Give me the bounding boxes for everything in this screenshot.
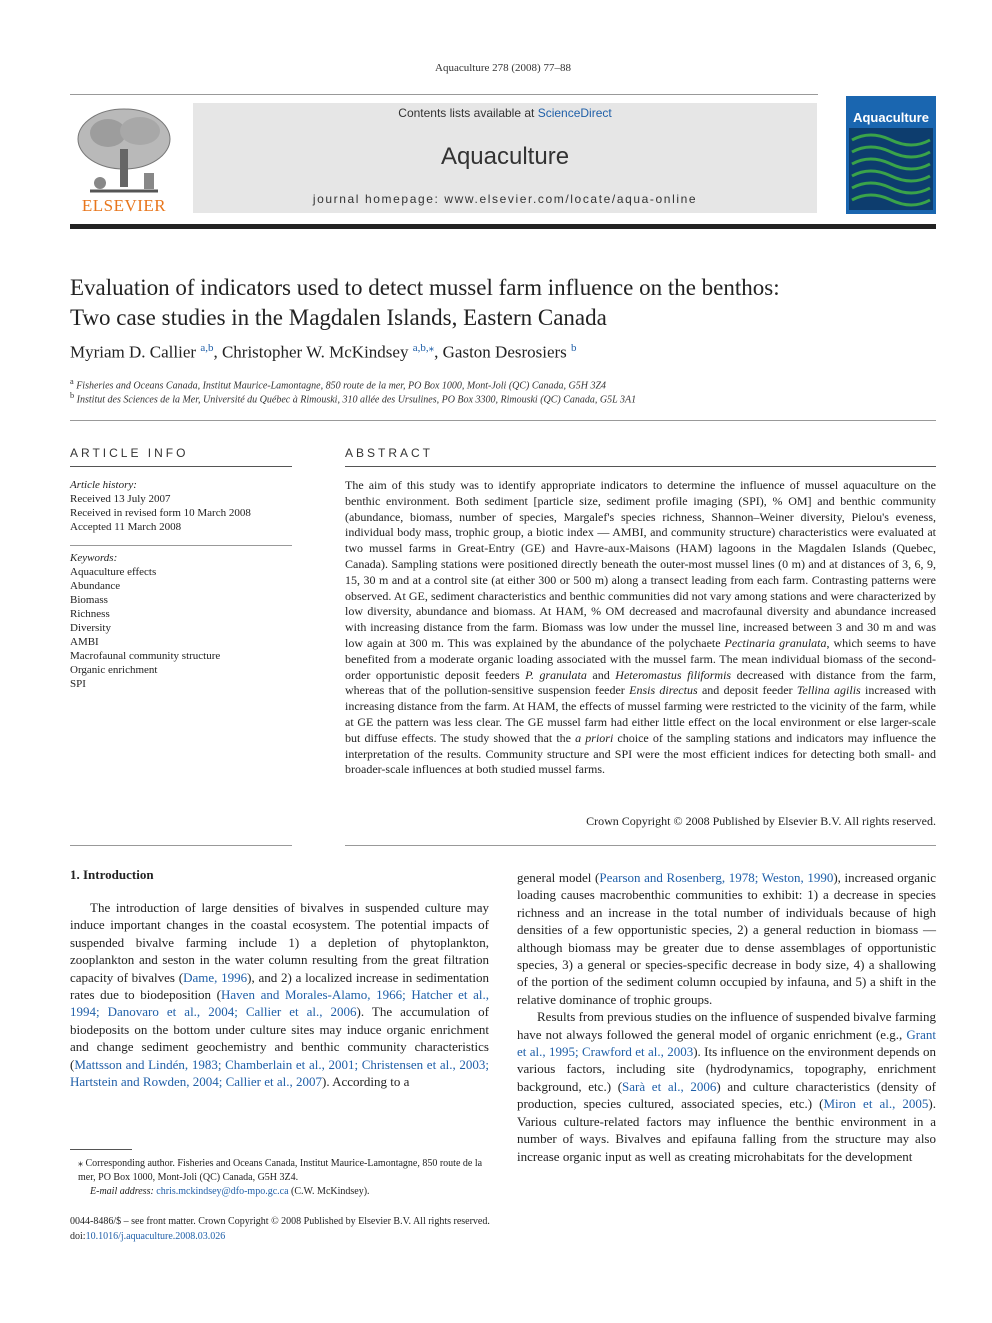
affiliation-mark: b bbox=[70, 391, 75, 400]
body-segment: ). Its influence on the environment depends on various factors, including site (hydrodynamics, topography, enrichment background, etc.) ( bbox=[517, 1044, 936, 1094]
author-separator: , bbox=[434, 342, 443, 362]
contents-prefix: Contents lists available at bbox=[398, 106, 538, 120]
body-column-left bbox=[70, 899, 489, 1119]
doi-label: doi: bbox=[70, 1231, 86, 1242]
abstract-segment: choice of the sampling stations and indicators may influence the interpretation of the results. Community structure and SPI were the most efficient indices for detecting both small- and broader-scale influences at both studied mussel farms. bbox=[345, 730, 936, 777]
keyword-item: Diversity bbox=[70, 622, 111, 634]
species-name: Heteromastus filiformis bbox=[615, 667, 732, 682]
section-divider bbox=[70, 420, 936, 421]
latin-term: a priori bbox=[575, 730, 614, 745]
keywords-label: Keywords: bbox=[70, 552, 118, 564]
reference-link[interactable]: Miron et al., 2005 bbox=[823, 1096, 929, 1112]
body-segment: The introduction of large densities of bivalves in suspended culture may induce important changes in the coastal ecosystem. The potential impacts of suspended bivalve farming include 1) a depletion of phytoplankton, zooplankton and seston in the water column resulting from the great filtration capacity of bivalves ( bbox=[70, 900, 489, 985]
affiliation bbox=[70, 377, 936, 391]
author-separator: , bbox=[213, 342, 222, 362]
species-name: Pectinaria granulata bbox=[724, 635, 827, 650]
abstract-segment: and bbox=[586, 667, 616, 682]
article-info-heading: ARTICLE INFO bbox=[70, 446, 189, 460]
author-name: Gaston Desrosiers bbox=[442, 342, 572, 362]
keyword-item: Biomass bbox=[70, 594, 108, 606]
cover-title: Aquaculture bbox=[853, 110, 929, 125]
author-name: Christopher W. McKindsey bbox=[221, 342, 413, 362]
article-info-rule bbox=[70, 466, 292, 467]
author-list bbox=[70, 341, 936, 363]
body-paragraph bbox=[70, 899, 489, 1090]
keyword-item: Richness bbox=[70, 608, 110, 620]
article-history bbox=[70, 478, 292, 534]
abstract-segment: , which seems to have benefited from a moderate organic loading associated with the mussel farm. The mean individual biomass of the second-order opportunistic deposit feeders bbox=[345, 635, 937, 682]
reference-link[interactable]: Dame, 1996 bbox=[183, 969, 248, 985]
abstract-bottom-rule bbox=[345, 845, 936, 846]
history-item: Received in revised form 10 March 2008 bbox=[70, 507, 251, 519]
reference-link[interactable]: Haven and Morales-Alamo, 1966; Hatcher et al., 1994; Danovaro et al., 2004; Callier et al., 2006 bbox=[70, 987, 490, 1020]
journal-homepage[interactable]: journal homepage: www.elsevier.com/locate/aqua-online bbox=[312, 192, 698, 206]
reference-link[interactable]: Grant et al., 1995; Crawford et al., 2003 bbox=[517, 1026, 936, 1060]
elsevier-wordmark: ELSEVIER bbox=[81, 196, 167, 215]
body-column-right bbox=[517, 869, 936, 1209]
abstract-segment: The aim of this study was to identify appropriate indicators to determine the influence of mussel aquaculture on the benthic environment. Both sediment [particle size, sediment profile imaging (SPI), % OM] and benthic community (abundance, biomass, number of species, Margalef's species richness, Shannon–Weiner diversity, Pielou's eveness, individual body mass, trophic group, a biotic index — AMBI, and community structure) characteristics were evaluated at two mussel farms in Great-Entry (GE) and Havre-aux-Maisons (HAM) lagoons in the Magdalen Islands (Quebec, Canada). Sampling stations were positioned directly beneath the outer-most mussel lines (0 m) and at distances of 3, 6, 9, 15, 30 m and at a control site (at either 300 or 500 m) along a transect leading from each farm. Contrasting patterns were observed. At GE, sediment characteristics and benthic communities did not vary among stations and were characterized by low diversity, abundance and biomass. At HAM, % OM decreased and macrofaunal diversity and abundance increased with increasing distance from the farm. Biomass was low under the mussel line, increased between 3 and 30 m and was low again at 300 m. This was explained by the abundance of the polychaete bbox=[345, 478, 936, 650]
body-segment: Results from previous studies on the influence of suspended bivalve farming have not always followed the general model of organic enrichment (e.g., bbox=[517, 1009, 936, 1042]
keyword-item: Aquaculture effects bbox=[70, 566, 157, 578]
journal-cover-image bbox=[846, 96, 936, 214]
body-segment: ). According to a bbox=[322, 1074, 410, 1090]
body-paragraph bbox=[517, 1008, 936, 1165]
email-label: E-mail address: bbox=[90, 1186, 157, 1197]
author-affil-mark[interactable]: b bbox=[571, 342, 577, 354]
journal-citation: Aquaculture 278 (2008) 77–88 bbox=[435, 62, 571, 74]
footnote-rule bbox=[70, 1149, 132, 1150]
affiliation bbox=[70, 391, 936, 405]
contents-line bbox=[193, 106, 817, 120]
email-suffix: (C.W. McKindsey). bbox=[288, 1186, 370, 1197]
species-name: P. granulata bbox=[525, 667, 587, 682]
affiliation-mark: a bbox=[70, 377, 74, 386]
abstract-copyright: Crown Copyright © 2008 Published by Elsevier B.V. All rights reserved. bbox=[586, 814, 936, 828]
keyword-item: AMBI bbox=[70, 636, 99, 648]
section-heading: 1. Introduction bbox=[70, 867, 154, 882]
keyword-item: SPI bbox=[70, 678, 86, 690]
header-top-rule bbox=[70, 94, 818, 95]
keywords-rule bbox=[70, 545, 292, 546]
article-title bbox=[70, 273, 936, 333]
abstract-segment: and deposit feeder bbox=[697, 683, 797, 698]
footnote-mark: ⁎ bbox=[78, 1158, 83, 1169]
issn-line: 0044-8486/$ – see front matter. Crown Copyright © 2008 Published by Elsevier B.V. All rights reserved. bbox=[70, 1216, 490, 1227]
affiliation-text: Institut des Sciences de la Mer, Université du Québec à Rimouski, 310 allée des Ursulines, PO Box 3300, Rimouski (QC) Canada, G5L 3A1 bbox=[74, 394, 637, 406]
sciencedirect-link[interactable]: ScienceDirect bbox=[537, 106, 612, 120]
body-segment: ), increased organic loading causes macrobenthic communities to exhibit: 1) a decrease in species richness and an increase in the total number of individuals because of high densities of a few opportunistic species, 2) a general reduction in biomass — although biomass may be greater due to dense assemblages of opportunistic species, 3) a general or species-specific decrease in body size, 4) a shallowing of the portion of the sediment column occupied by infauna, and 5) a shift in the relative dominance of trophic groups. bbox=[517, 870, 937, 1007]
body-segment: ). The accumulation of biodeposits on the bottom under culture sites may induce organic enrichment and change sediment geochemistry and benthic community characteristics ( bbox=[70, 1004, 489, 1072]
body-paragraph bbox=[517, 869, 936, 1008]
keyword-item: Macrofaunal community structure bbox=[70, 650, 221, 662]
body-segment: general model ( bbox=[517, 870, 600, 885]
keyword-item: Organic enrichment bbox=[70, 664, 158, 676]
title-line-1: Evaluation of indicators used to detect mussel farm influence on the benthos: bbox=[70, 275, 780, 300]
affiliation-text: Fisheries and Oceans Canada, Institut Maurice-Lamontagne, 850 route de la mer, PO Box 1000, Mont-Joli (QC) Canada, G5H 3Z4 bbox=[73, 380, 607, 392]
history-item: Received 13 July 2007 bbox=[70, 493, 171, 505]
author-affil-mark[interactable]: a,b,⁎ bbox=[412, 342, 435, 354]
body-segment: ). Various culture-related factors may influence the benthic environment in a number of ways. Bivalves and epifauna falling from the structure may also increase organic input as well as creating microhabitats for the development bbox=[517, 1096, 936, 1164]
keyword-item: Abundance bbox=[70, 580, 121, 592]
abstract-rule bbox=[345, 466, 936, 467]
journal-title: Aquaculture bbox=[440, 143, 570, 170]
reference-link[interactable]: Sarà et al., 2006 bbox=[622, 1078, 717, 1094]
issn-doi-block bbox=[70, 1214, 670, 1244]
abstract-segment: increased with increasing distance from the farm. At HAM, the effects of mussel farming were restricted to the vicinity of the farm, while at GE the pattern was less clear. The GE mussel farm had either little effect on the local environment or else larger-scale but diffuse effects. The study showed that the bbox=[345, 683, 936, 745]
doi-link[interactable]: 10.1016/j.aquaculture.2008.03.026 bbox=[85, 1231, 226, 1242]
species-name: Tellina agilis bbox=[796, 683, 861, 698]
title-line-2: Two case studies in the Magdalen Islands, Eastern Canada bbox=[70, 305, 607, 330]
header-thick-rule bbox=[70, 224, 936, 229]
reference-link[interactable]: Pearson and Rosenberg, 1978; Weston, 1990 bbox=[599, 870, 834, 885]
history-item: Accepted 11 March 2008 bbox=[70, 521, 182, 533]
footnote-text: Corresponding author. Fisheries and Oceans Canada, Institut Maurice-Lamontagne, 850 route de la mer, PO Box 1000, Mont-Joli (QC) Canada, G5H 3Z4. bbox=[78, 1158, 483, 1183]
info-bottom-rule bbox=[70, 845, 292, 846]
keywords-block bbox=[70, 551, 292, 691]
history-label: Article history: bbox=[70, 479, 137, 491]
email-link[interactable]: chris.mckindsey@dfo-mpo.gc.ca bbox=[156, 1186, 289, 1197]
body-segment: ), and 2) a localized increase in sedimentation rates due to biodeposition ( bbox=[70, 969, 489, 1003]
doi-line bbox=[70, 1229, 670, 1244]
reference-link[interactable]: Mattsson and Lindén, 1983; Chamberlain et al., 2001; Christensen et al., 2003; Hartstein and Rowden, 2004; Callier et al., 2007 bbox=[70, 1056, 489, 1090]
body-segment: ) and culture characteristics (density of production, species cultured, associated species, etc.) ( bbox=[517, 1078, 936, 1112]
species-name: Ensis directus bbox=[629, 683, 698, 698]
corresponding-author-footnote bbox=[70, 1157, 490, 1199]
abstract-heading: ABSTRACT bbox=[345, 446, 434, 460]
author-affil-mark[interactable]: a,b bbox=[200, 342, 214, 354]
abstract-segment: decreased with distance from the farm, whereas that of the pollution-sensitive suspension feeder bbox=[345, 667, 936, 698]
author-name: Myriam D. Callier bbox=[70, 342, 201, 362]
abstract-text bbox=[345, 478, 936, 778]
